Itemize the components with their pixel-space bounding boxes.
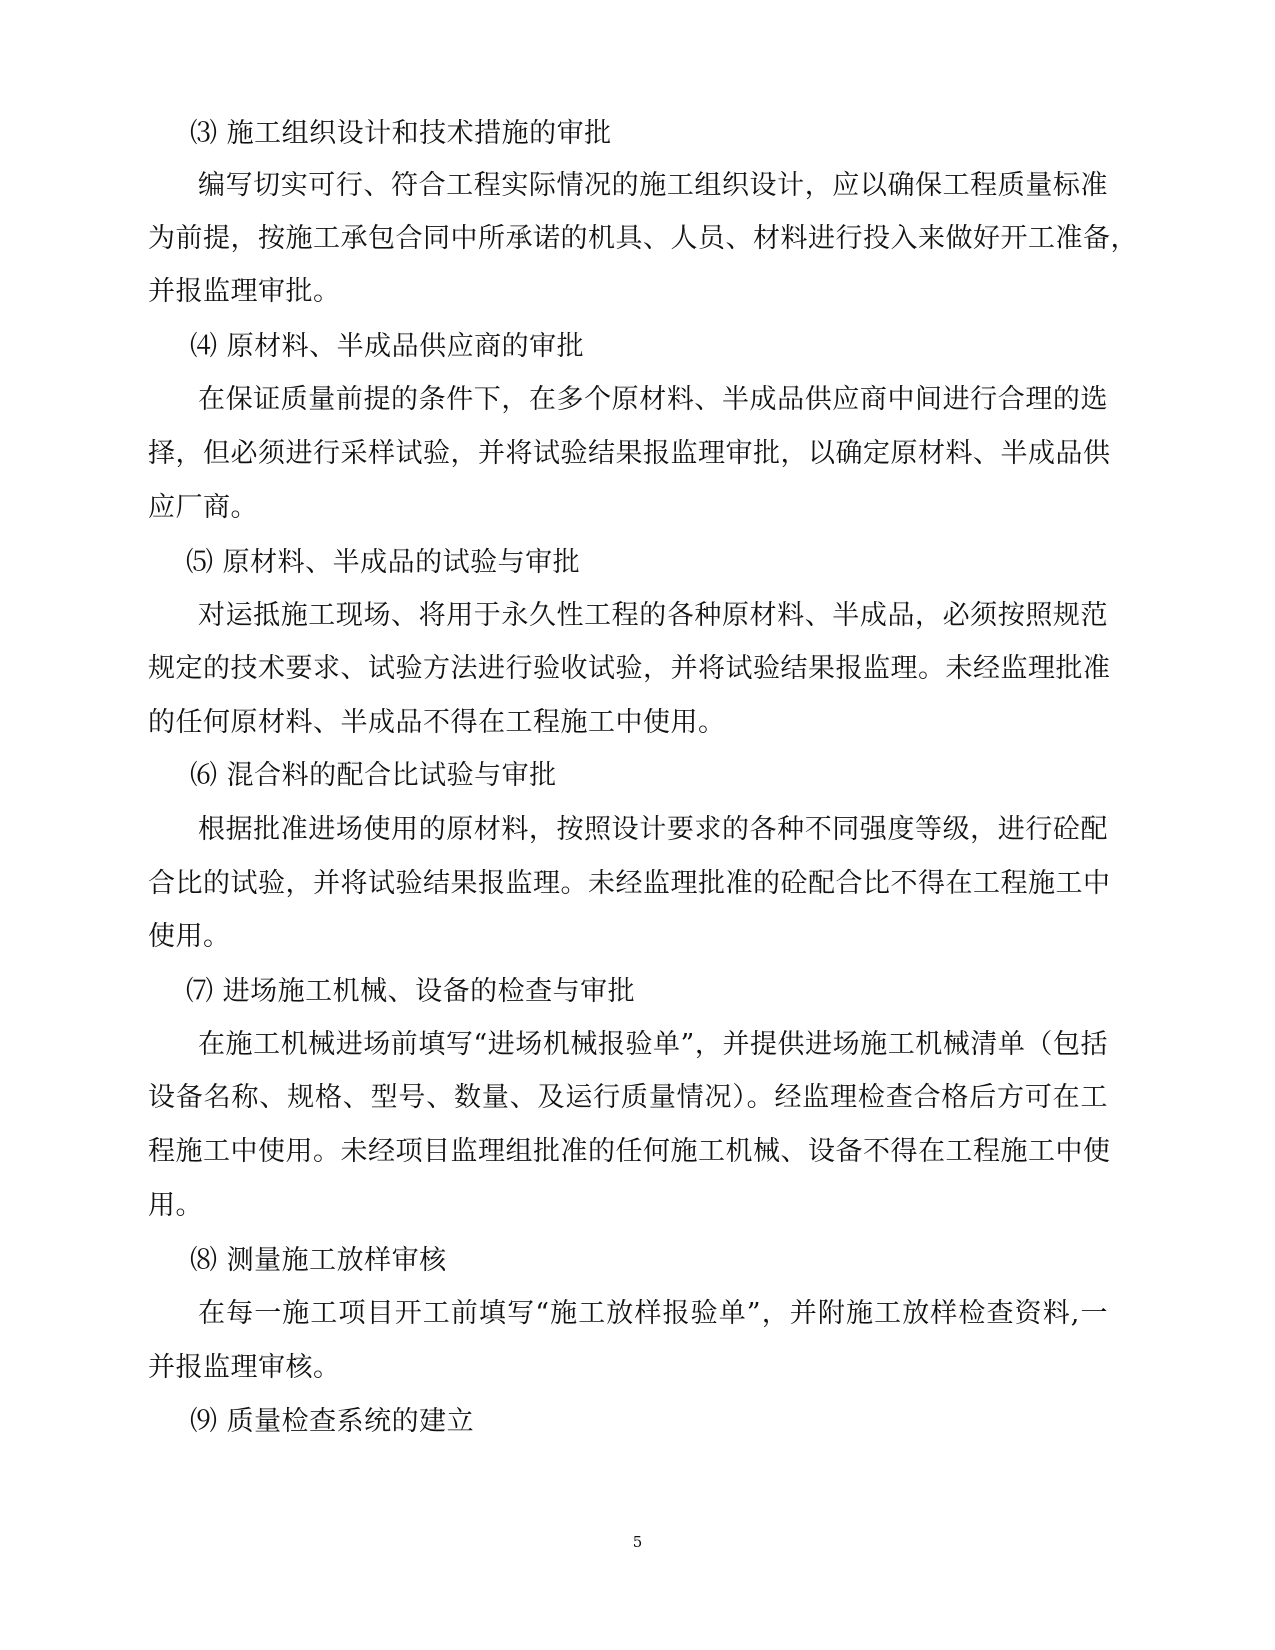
paragraph-line: 并报监理审核。: [148, 1352, 341, 1383]
heading-7: ⑺ 进场施工机械、设备的检查与审批: [186, 976, 636, 1007]
paragraph-line: 的任何原材料、半成品不得在工程施工中使用。: [148, 707, 726, 738]
page-number: 5: [632, 1533, 643, 1551]
paragraph-line: 对运抵施工现场、将用于永久性工程的各种原材料、半成品，必须按照规范: [198, 600, 1108, 631]
paragraph-line: 设备名称、规格、型号、数量、及运行质量情况）。经监理检查合格后方可在工: [148, 1082, 1108, 1113]
paragraph-line: 在保证质量前提的条件下，在多个原材料、半成品供应商中间进行合理的选: [198, 384, 1108, 415]
paragraph-line: 为前提，按施工承包合同中所承诺的机具、人员、材料进行投入来做好开工准备，: [148, 223, 1138, 254]
paragraph-line: 根据批准进场使用的原材料，按照设计要求的各种不同强度等级，进行砼配: [198, 814, 1108, 845]
heading-3: ⑶ 施工组织设计和技术措施的审批: [190, 118, 612, 149]
heading-6: ⑹ 混合料的配合比试验与审批: [190, 760, 557, 791]
heading-4: ⑷ 原材料、半成品供应商的审批: [190, 331, 585, 362]
paragraph-line: 程施工中使用。未经项目监理组批准的任何施工机械、设备不得在工程施工中使: [148, 1136, 1111, 1167]
paragraph-line: 应厂商。: [148, 492, 258, 523]
paragraph-line: 编写切实可行、符合工程实际情况的施工组织设计，应以确保工程质量标准: [198, 170, 1108, 201]
paragraph-line: 用。: [148, 1190, 203, 1221]
heading-5: ⑸ 原材料、半成品的试验与审批: [186, 547, 581, 578]
heading-8: ⑻ 测量施工放样审核: [190, 1245, 447, 1276]
heading-9: ⑼ 质量检查系统的建立: [190, 1406, 475, 1437]
paragraph-line: 在施工机械进场前填写“进场机械报验单”，并提供进场施工机械清单（包括: [198, 1029, 1108, 1060]
paragraph-line: 在每一施工项目开工前填写“施工放样报验单”，并附施工放样检查资料,一: [198, 1298, 1108, 1329]
paragraph-line: 择，但必须进行采样试验，并将试验结果报监理审批，以确定原材料、半成品供: [148, 438, 1111, 469]
paragraph-line: 并报监理审批。: [148, 276, 341, 307]
paragraph-line: 合比的试验，并将试验结果报监理。未经监理批准的砼配合比不得在工程施工中: [148, 868, 1111, 899]
paragraph-line: 规定的技术要求、试验方法进行验收试验，并将试验结果报监理。未经监理批准: [148, 653, 1111, 684]
paragraph-line: 使用。: [148, 921, 231, 952]
